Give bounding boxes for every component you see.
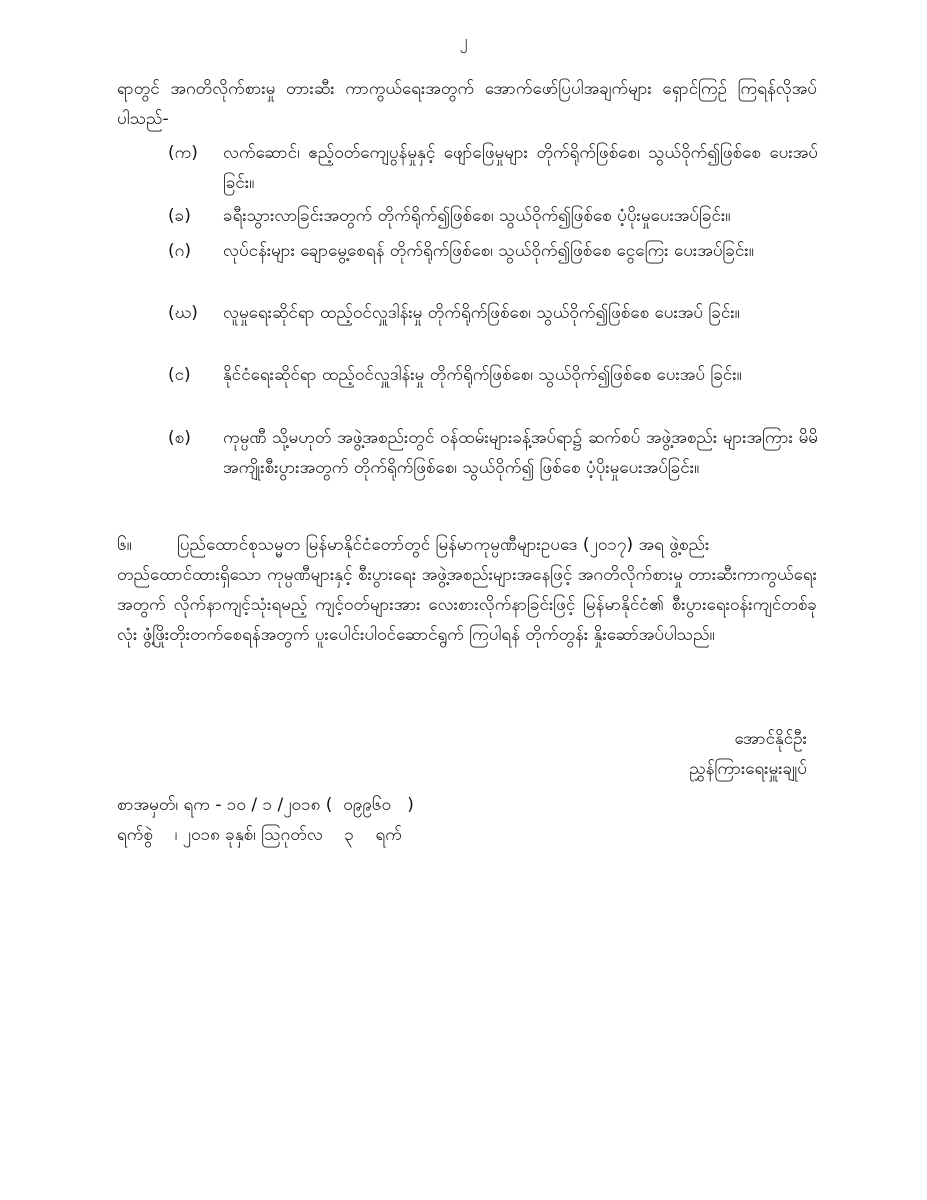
page-number: ၂ — [459, 31, 468, 50]
signatory-name: အောင်နိုင်ဦး — [734, 729, 807, 749]
item-label: (စ) — [168, 428, 191, 448]
reference-number: စာအမှတ်၊ ရက - ၁၀ / ၁ /၂၀၁၈ ( ၀၉၉၆၀ ) — [117, 795, 414, 815]
reference-footer — [117, 790, 414, 850]
item-text: လက်ဆောင်၊ ဧည့်ဝတ်ကျေပွန်မှုနှင့် ဖျော်ဖြေမှုများ တိုက်ရိုက်ဖြစ်စေ၊ သွယ်ဝိုက်၍ဖြစ်စေ ပေးအပ်ခြင်း။ — [223, 143, 818, 193]
item-text: လုပ်ငန်းများ ချောမွေ့စေရန် တိုက်ရိုက်ဖြစ်စေ၊ သွယ်ဝိုက်၍ဖြစ်စေ ငွေကြေး ပေးအပ်ခြင်း။ — [223, 241, 754, 261]
item-text: ခရီးသွားလာခြင်းအတွက် တိုက်ရိုက်၍ဖြစ်စေ၊ သွယ်ဝိုက်၍ဖြစ်စေ ပံ့ပိုးမှုပေးအပ်ခြင်း။ — [223, 206, 731, 226]
item-label: (ဃ) — [168, 303, 198, 323]
signatory-title: ညွှန်ကြားရေးမှူးချုပ် — [689, 759, 807, 779]
intro-paragraph: ရာတွင် အဂတိလိုက်စားမှု တားဆီး ကာကွယ်ရေးအတွက် အောက်ဖော်ပြပါအချက်များ ရှောင်ကြဉ် ကြရန်လိုအပ်ပါသည်- — [117, 79, 817, 129]
item-text: လူမှုရေးဆိုင်ရာ ထည့်ဝင်လှူဒါန်းမှု တိုက်ရိုက်ဖြစ်စေ၊ သွယ်ဝိုက်၍ဖြစ်စေ ပေးအပ် ခြင်း။ — [223, 303, 740, 323]
item-label: (င) — [168, 365, 191, 385]
item-label: (ခ) — [168, 206, 191, 226]
item-label: (ဂ) — [168, 241, 191, 261]
paragraph-first-line: ပြည်ထောင်စုသမ္မတ မြန်မာနိုင်ငံတော်တွင် မြန်မာကုမ္ပဏီများဥပဒေ (၂၀၁၇) အရ ဖွဲ့စည်း — [177, 535, 710, 555]
paragraph-body: တည်ထောင်ထားရှိသော ကုမ္ပဏီများနှင့် စီးပွားရေး အဖွဲ့အစည်းများအနေဖြင့် အဂတိလိုက်စားမှု တားဆီးကာကွယ်ရေးအတွက် လိုက်နာကျင့်သုံးရမည့် ကျင့်ဝတ်များအား လေးစားလိုက်နာခြင်းဖြင့် မြန်မာနိုင်ငံ၏ စီးပွားရေးဝန်းကျင်တစ်ခုလုံး ဖွံ့ဖြိုးတိုးတက်စေရန်အတွက် ပူးပေါင်းပါဝင်ဆောင်ရွက် ကြပါရန် တိုက်တွန်း နှိုးဆော်အပ်ပါသည်။ — [117, 565, 817, 645]
item-label: (က) — [168, 143, 198, 163]
signature-block — [689, 724, 807, 784]
item-text: ကုမ္ပဏီ သို့မဟုတ် အဖွဲ့အစည်းတွင် ဝန်ထမ်းများခန့်အပ်ရာ၌ ဆက်စပ် အဖွဲ့အစည်း များအကြား မိမိအကျိုးစီးပွားအတွက် တိုက်ရိုက်ဖြစ်စေ၊ သွယ်ဝိုက်၍ ဖြစ်စေ ပံ့ပိုးမှုပေးအပ်ခြင်း။ — [223, 428, 818, 478]
reference-date: ရက်စွဲ ၊ ၂၀၁၈ ခုနှစ်၊ ဩဂုတ်လ ၃ ရက် — [117, 825, 402, 845]
item-text: နိုင်ငံရေးဆိုင်ရာ ထည့်ဝင်လှူဒါန်းမှု တိုက်ရိုက်ဖြစ်စေ၊ သွယ်ဝိုက်၍ဖြစ်စေ ပေးအပ် ခြင်း။ — [223, 365, 742, 385]
paragraph-number: ၆။ — [117, 535, 132, 555]
